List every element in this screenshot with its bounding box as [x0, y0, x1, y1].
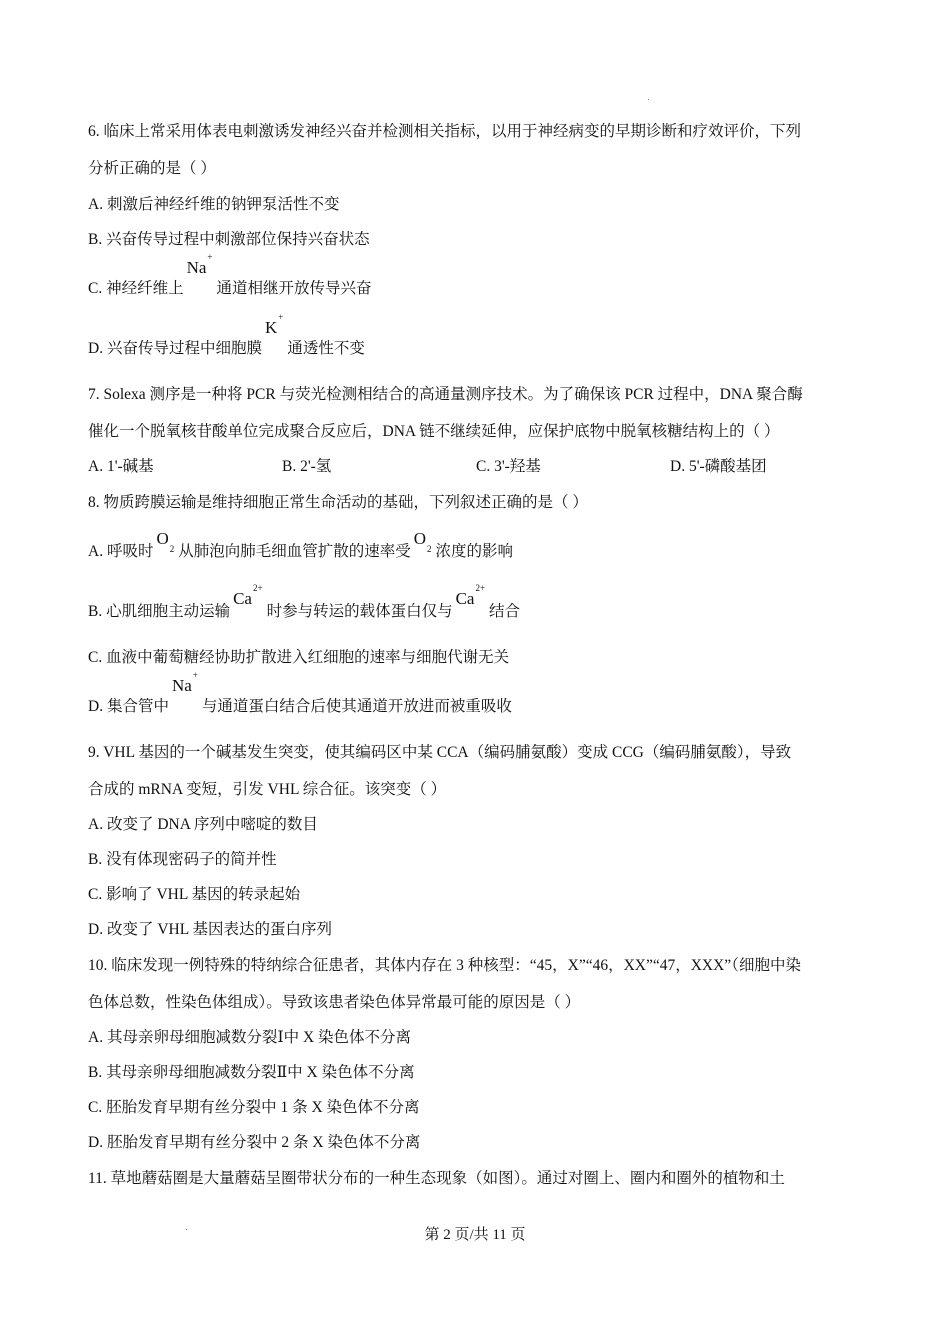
- ion-charge: 2+: [252, 583, 263, 594]
- k-ion: [264, 312, 284, 337]
- ion-charge: +: [278, 312, 284, 323]
- q6-option-a: A. 刺激后神经纤维的钠钾泵活性不变: [88, 196, 340, 213]
- q8-d-prefix: D. 集合管中: [88, 698, 169, 715]
- q8-option-a: [88, 529, 514, 562]
- ion-charge: 2+: [475, 583, 486, 594]
- q9-option-c: C. 影响了 VHL 基因的转录起始: [88, 886, 301, 903]
- q7-stem-line2: 催化一个脱氧核苷酸单位完成聚合反应后，DNA 链不继续延伸，应保护底物中脱氧核糖结构上的（ ）: [88, 423, 780, 440]
- q6-option-c: [88, 252, 372, 297]
- q7-option-c: C. 3'-羟基: [476, 458, 541, 475]
- q8-b-prefix: B. 心肌细胞主动运输: [88, 603, 231, 620]
- q8-a-middle: 从肺泡向肺毛细血管扩散的速率受: [178, 543, 411, 560]
- q8-option-c: C. 血液中葡萄糖经协助扩散进入红细胞的速率与细胞代谢无关: [88, 649, 510, 666]
- ca-ion: [233, 583, 263, 608]
- q6-c-suffix: 通道相继开放传导兴奋: [216, 280, 372, 297]
- molecule-symbol: O: [156, 529, 169, 548]
- q8-stem: 8. 物质跨膜运输是维持细胞正常生命活动的基础，下列叙述正确的是（ ）: [88, 494, 588, 511]
- q7-stem-line1: 7. Solexa 测序是一种将 PCR 与荧光检测相结合的高通量测序技术。为了确保该 PCR 过程中，DNA 聚合酶: [88, 386, 803, 403]
- molecule-subscript: 2: [427, 544, 432, 555]
- q9-option-d: D. 改变了 VHL 基因表达的蛋白序列: [88, 921, 332, 938]
- ion-charge: +: [192, 670, 198, 681]
- q6-stem-line1: 6. 临床上常采用体表电刺激诱发神经兴奋并检测相关指标，以用于神经病变的早期诊断和疗效评价，下列: [88, 123, 802, 140]
- q10-option-c: C. 胚胎发育早期有丝分裂中 1 条 X 染色体不分离: [88, 1099, 420, 1116]
- na-ion: [171, 670, 198, 695]
- q8-b-middle: 时参与转运的载体蛋白仅与: [266, 603, 453, 620]
- ion-charge: +: [207, 252, 213, 263]
- q7-option-a: A. 1'-碱基: [88, 458, 154, 475]
- ion-symbol: K: [264, 318, 278, 337]
- page-footer: 第 2 页/共 11 页: [424, 1227, 526, 1243]
- scan-dot: [648, 99, 649, 100]
- q10-option-b: B. 其母亲卵母细胞减数分裂Ⅱ中 X 染色体不分离: [88, 1064, 415, 1081]
- q9-stem-line1: 9. VHL 基因的一个碱基发生突变，使其编码区中某 CCA（编码脯氨酸）变成 CCG（编码脯氨酸），导致: [88, 744, 792, 761]
- molecule-symbol: O: [413, 529, 427, 548]
- q8-a-prefix: A. 呼吸时: [88, 543, 154, 560]
- q11-stem-line1: 11. 草地蘑菇圈是大量蘑菇呈圈带状分布的一种生态现象（如图）。通过对圈上、圈内和圈外的植物和土: [88, 1170, 785, 1187]
- ion-symbol: Na: [171, 676, 192, 695]
- q9-stem-line2: 合成的 mRNA 变短，引发 VHL 综合征。该突变（ ）: [88, 781, 447, 798]
- o2-molecule: [413, 529, 432, 555]
- q10-option-a: A. 其母亲卵母细胞减数分裂Ⅰ中 X 染色体不分离: [88, 1029, 412, 1046]
- q6-c-prefix: C. 神经纤维上: [88, 280, 184, 297]
- q9-option-b: B. 没有体现密码子的简并性: [88, 851, 277, 868]
- q8-d-suffix: 与通道蛋白结合后使其通道开放进而被重吸收: [201, 698, 512, 715]
- molecule-subscript: 2: [169, 544, 175, 555]
- ion-symbol: Ca: [233, 589, 252, 608]
- o2-molecule: [156, 529, 175, 555]
- q8-b-suffix: 结合: [489, 603, 521, 620]
- q8-option-d: [88, 670, 512, 715]
- q6-d-suffix: 通透性不变: [287, 340, 365, 357]
- q8-a-suffix: 浓度的影响: [435, 543, 514, 560]
- q9-option-a: A. 改变了 DNA 序列中嘧啶的数目: [88, 816, 318, 833]
- ca-ion: [455, 583, 486, 608]
- q10-stem-line2: 色体总数，性染色体组成）。导致该患者染色体异常最可能的原因是（ ）: [88, 994, 581, 1011]
- q6-stem-line2: 分析正确的是（ ）: [88, 160, 216, 177]
- q6-option-d: [88, 312, 365, 357]
- q10-option-d: D. 胚胎发育早期有丝分裂中 2 条 X 染色体不分离: [88, 1134, 421, 1151]
- na-ion: [186, 252, 213, 277]
- q6-d-prefix: D. 兴奋传导过程中细胞膜: [88, 340, 262, 357]
- q10-stem-line1: 10. 临床发现一例特殊的特纳综合征患者，其体内存在 3 种核型：“45，X”“46，XX”“47，XXX”（细胞中染: [88, 957, 801, 974]
- q8-option-b: [88, 583, 521, 620]
- q7-option-b: B. 2'-氢: [282, 458, 332, 475]
- ion-symbol: Ca: [455, 589, 475, 608]
- q7-option-d: D. 5'-磷酸基团: [670, 458, 767, 475]
- ion-symbol: Na: [186, 258, 207, 277]
- q6-option-b: B. 兴奋传导过程中刺激部位保持兴奋状态: [88, 231, 370, 248]
